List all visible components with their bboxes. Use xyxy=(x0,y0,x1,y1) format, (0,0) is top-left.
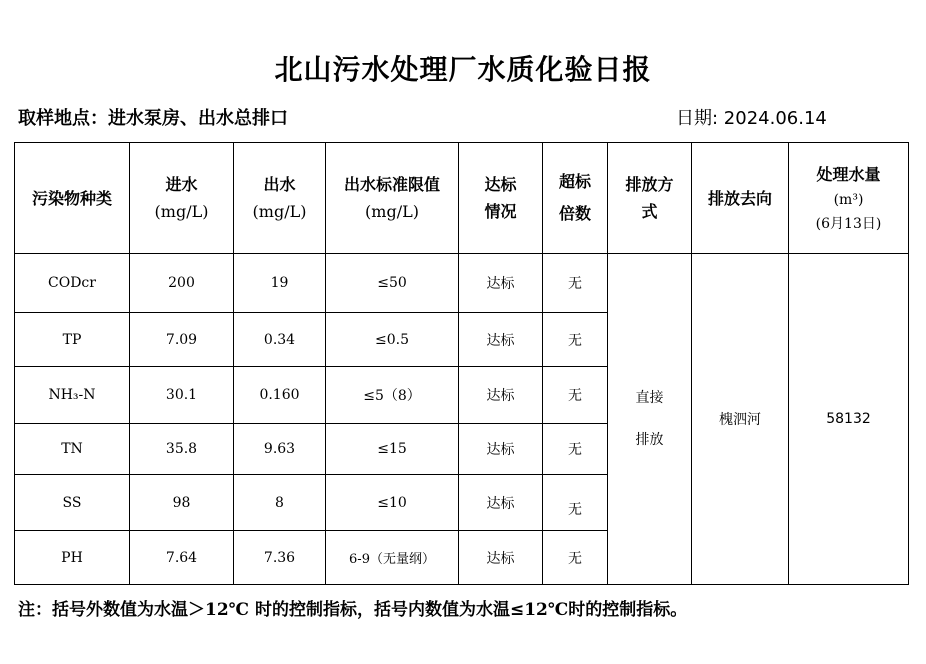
effluent-value: 19 xyxy=(234,254,326,313)
effluent-value: 0.34 xyxy=(234,313,326,367)
pollutant-name: SS xyxy=(15,475,130,531)
report-date: 日期: 2024.06.14 xyxy=(676,108,827,129)
status-value: 达标 xyxy=(459,254,543,313)
limit-value: 6-9（无量纲） xyxy=(326,531,459,585)
influent-value: 200 xyxy=(130,254,234,313)
limit-value: ≤0.5 xyxy=(326,313,459,367)
exceed-value: 无 xyxy=(543,254,608,313)
sampling-location: 取样地点：进水泵房、出水总排口 xyxy=(18,108,288,129)
influent-value: 30.1 xyxy=(130,367,234,424)
exceed-value: 无 xyxy=(543,424,608,475)
influent-value: 98 xyxy=(130,475,234,531)
limit-value: ≤50 xyxy=(326,254,459,313)
effluent-value: 7.36 xyxy=(234,531,326,585)
pollutant-name: CODcr xyxy=(15,254,130,313)
status-value: 达标 xyxy=(459,475,543,531)
header-row xyxy=(15,143,909,254)
pollutant-name: PH xyxy=(15,531,130,585)
header-volume: 处理水量 (m³) (6月13日) xyxy=(789,143,909,254)
effluent-value: 0.160 xyxy=(234,367,326,424)
pollutant-name: TP xyxy=(15,313,130,367)
discharge-method: 直接 排放 xyxy=(608,254,692,585)
status-value: 达标 xyxy=(459,313,543,367)
pollutant-name: TN xyxy=(15,424,130,475)
influent-value: 35.8 xyxy=(130,424,234,475)
exceed-value: 无 xyxy=(543,475,608,531)
report-title: 北山污水处理厂水质化验日报 xyxy=(274,53,652,86)
exceed-value: 无 xyxy=(543,367,608,424)
discharge-destination: 槐泗河 xyxy=(692,254,789,585)
water-quality-table xyxy=(14,142,909,585)
effluent-value: 9.63 xyxy=(234,424,326,475)
limit-value: ≤5（8） xyxy=(326,367,459,424)
status-value: 达标 xyxy=(459,531,543,585)
footnote: 注：括号外数值为水温＞12℃ 时的控制指标，括号内数值为水温≤12℃时的控制指标。 xyxy=(18,600,688,620)
influent-value: 7.09 xyxy=(130,313,234,367)
status-value: 达标 xyxy=(459,367,543,424)
status-value: 达标 xyxy=(459,424,543,475)
exceed-value: 无 xyxy=(543,531,608,585)
limit-value: ≤10 xyxy=(326,475,459,531)
influent-value: 7.64 xyxy=(130,531,234,585)
header-limit: 出水标准限值 (mg/L) xyxy=(326,143,459,254)
header-pollutant: 污染物种类 xyxy=(15,143,130,254)
header-effluent: 出水 (mg/L) xyxy=(234,143,326,254)
exceed-value: 无 xyxy=(543,313,608,367)
effluent-value: 8 xyxy=(234,475,326,531)
header-influent: 进水 (mg/L) xyxy=(130,143,234,254)
table-row xyxy=(15,254,909,313)
treated-volume: 58132 xyxy=(789,254,909,585)
header-method: 排放方 式 xyxy=(608,143,692,254)
pollutant-name: NH₃-N xyxy=(15,367,130,424)
header-exceed: 超标 倍数 xyxy=(543,143,608,254)
limit-value: ≤15 xyxy=(326,424,459,475)
header-destination: 排放去向 xyxy=(692,143,789,254)
header-status: 达标 情况 xyxy=(459,143,543,254)
